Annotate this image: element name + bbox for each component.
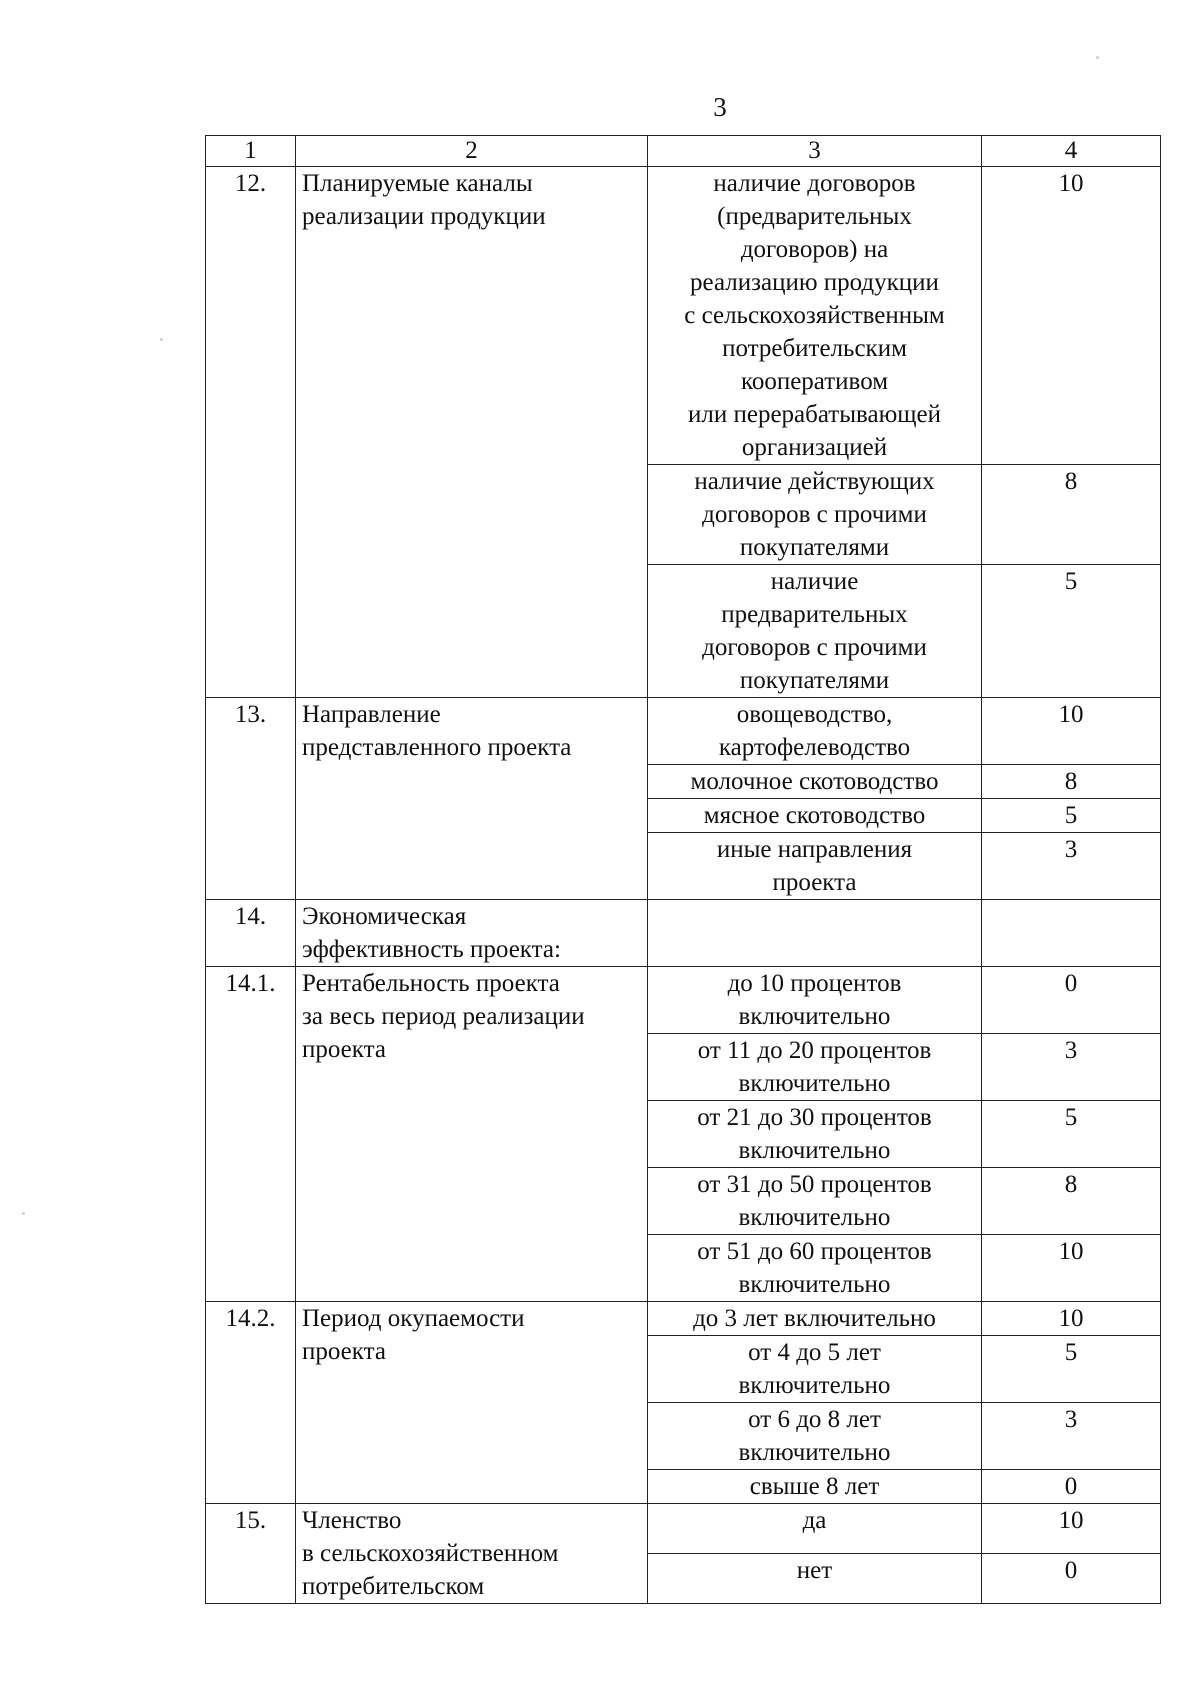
- header-row: [206, 136, 1161, 167]
- criterion-name-line: Экономическая: [302, 903, 467, 930]
- condition-line: наличие договоров: [713, 170, 916, 197]
- table-row: [206, 1302, 1161, 1336]
- criterion-name-line: в сельскохозяйственном: [302, 1540, 559, 1567]
- criterion-name-line: потребительском: [302, 1573, 485, 1600]
- condition-line: покупателями: [739, 534, 890, 561]
- condition-line: включительно: [738, 1271, 891, 1298]
- score-cell: 8: [982, 1168, 1161, 1235]
- condition-line: или перерабатывающей: [687, 401, 941, 428]
- table-row: [206, 698, 1161, 765]
- condition-cell: [648, 1168, 982, 1235]
- condition-line: включительно: [738, 1003, 891, 1030]
- condition-line: (предварительных: [717, 203, 912, 230]
- criterion-name-line: Направление: [302, 701, 441, 728]
- criterion-name-line: Планируемые каналы: [302, 170, 533, 197]
- table-header: [206, 136, 1161, 167]
- scan-speck: [1096, 56, 1099, 59]
- score-cell: 0: [982, 967, 1161, 1034]
- score-cell: 8: [982, 465, 1161, 565]
- condition-line: покупателями: [739, 667, 890, 694]
- row-number: 14.: [206, 900, 296, 967]
- table-row: [206, 167, 1161, 465]
- condition-line: проекта: [772, 869, 857, 896]
- criterion-name-line: проекта: [302, 1338, 386, 1365]
- condition-cell: [648, 698, 982, 765]
- criterion-name-line: за весь период реализации: [302, 1003, 585, 1030]
- criterion-name: [296, 167, 648, 698]
- condition-line: организацией: [741, 434, 888, 461]
- condition-line: мясное скотоводство: [703, 802, 926, 829]
- condition-line: до 10 процентов: [727, 970, 902, 997]
- row-number: 13.: [206, 698, 296, 900]
- condition-line: от 31 до 50 процентов: [697, 1171, 932, 1198]
- criterion-name: [296, 698, 648, 900]
- condition-cell: [648, 900, 982, 967]
- score-cell: 3: [982, 1403, 1161, 1470]
- criterion-name-line: Членство: [302, 1507, 402, 1534]
- condition-cell: [648, 1034, 982, 1101]
- row-number: 12.: [206, 167, 296, 698]
- criterion-name: [296, 900, 648, 967]
- condition-line: овощеводство,: [736, 701, 893, 728]
- condition-cell: [648, 1336, 982, 1403]
- criterion-name-line: Рентабельность проекта: [302, 970, 560, 997]
- condition-line: потребительским: [722, 335, 907, 362]
- row-number: 14.1.: [206, 967, 296, 1302]
- score-cell: 10: [982, 1504, 1161, 1554]
- condition-line: картофелеводство: [718, 734, 911, 761]
- score-cell: 5: [982, 1336, 1161, 1403]
- condition-cell: [648, 765, 982, 799]
- condition-cell: [648, 1504, 982, 1554]
- condition-cell: [648, 833, 982, 900]
- scan-speck: [22, 1212, 25, 1215]
- header-col-4: 4: [982, 136, 1161, 167]
- condition-line: включительно: [738, 1439, 891, 1466]
- criteria-table: [205, 135, 1161, 1604]
- condition-line: включительно: [738, 1372, 891, 1399]
- score-cell: 0: [982, 1554, 1161, 1604]
- condition-cell: [648, 1403, 982, 1470]
- criterion-name-line: реализации продукции: [302, 203, 546, 230]
- score-cell: 3: [982, 1034, 1161, 1101]
- condition-line: включительно: [738, 1070, 891, 1097]
- table-row: [206, 900, 1161, 967]
- row-number: 14.2.: [206, 1302, 296, 1504]
- condition-line: свыше 8 лет: [749, 1473, 880, 1500]
- condition-cell: [648, 967, 982, 1034]
- condition-line: от 6 до 8 лет: [748, 1406, 881, 1433]
- score-cell: 0: [982, 1470, 1161, 1504]
- criterion-name-line: Период окупаемости: [302, 1305, 525, 1332]
- condition-line: договоров с прочими: [702, 634, 927, 661]
- table-row: [206, 1504, 1161, 1554]
- condition-line: нет: [796, 1557, 833, 1584]
- header-col-2: 2: [296, 136, 648, 167]
- score-cell: 5: [982, 565, 1161, 698]
- condition-cell: [648, 465, 982, 565]
- condition-cell: [648, 1470, 982, 1504]
- condition-line: с сельскохозяйственным: [684, 302, 945, 329]
- score-cell: [982, 900, 1161, 967]
- header-col-1: 1: [206, 136, 296, 167]
- row-number: 15.: [206, 1504, 296, 1604]
- table-row: [206, 967, 1161, 1034]
- score-cell: 3: [982, 833, 1161, 900]
- condition-line: предварительных: [721, 601, 908, 628]
- condition-cell: [648, 799, 982, 833]
- score-cell: 5: [982, 1101, 1161, 1168]
- condition-line: от 11 до 20 процентов: [697, 1037, 932, 1064]
- condition-line: да: [802, 1507, 827, 1534]
- condition-line: от 21 до 30 процентов: [697, 1104, 932, 1131]
- page-number: 3: [713, 92, 727, 122]
- condition-cell: [648, 1302, 982, 1336]
- score-cell: 10: [982, 167, 1161, 465]
- score-cell: 8: [982, 765, 1161, 799]
- table-body: [206, 167, 1161, 1604]
- condition-line: наличие действующих: [694, 468, 935, 495]
- condition-line: наличие: [770, 568, 859, 595]
- condition-cell: [648, 1235, 982, 1302]
- condition-line: включительно: [738, 1204, 891, 1231]
- criterion-name-line: представленного проекта: [302, 734, 572, 761]
- criterion-name: [296, 1302, 648, 1504]
- score-cell: 5: [982, 799, 1161, 833]
- condition-line: кооперативом: [740, 368, 889, 395]
- score-cell: 10: [982, 1302, 1161, 1336]
- condition-cell: [648, 1554, 982, 1604]
- score-cell: 10: [982, 698, 1161, 765]
- condition-line: от 51 до 60 процентов: [697, 1238, 932, 1265]
- criterion-name: [296, 967, 648, 1302]
- score-cell: 10: [982, 1235, 1161, 1302]
- condition-cell: [648, 1101, 982, 1168]
- criterion-name-line: проекта: [302, 1036, 386, 1063]
- header-col-3: 3: [648, 136, 982, 167]
- condition-line: договоров с прочими: [702, 501, 927, 528]
- condition-line: иные направления: [716, 836, 913, 863]
- condition-line: молочное скотоводство: [690, 768, 939, 795]
- condition-line: от 4 до 5 лет: [748, 1339, 881, 1366]
- condition-line: до 3 лет включительно: [693, 1305, 936, 1332]
- criterion-name-line: эффективность проекта:: [302, 936, 561, 963]
- condition-cell: [648, 565, 982, 698]
- condition-line: включительно: [738, 1137, 891, 1164]
- criterion-name: [296, 1504, 648, 1604]
- scan-speck: [160, 338, 163, 341]
- condition-cell: [648, 167, 982, 465]
- condition-line: договоров) на: [740, 236, 889, 263]
- condition-line: реализацию продукции: [690, 269, 939, 296]
